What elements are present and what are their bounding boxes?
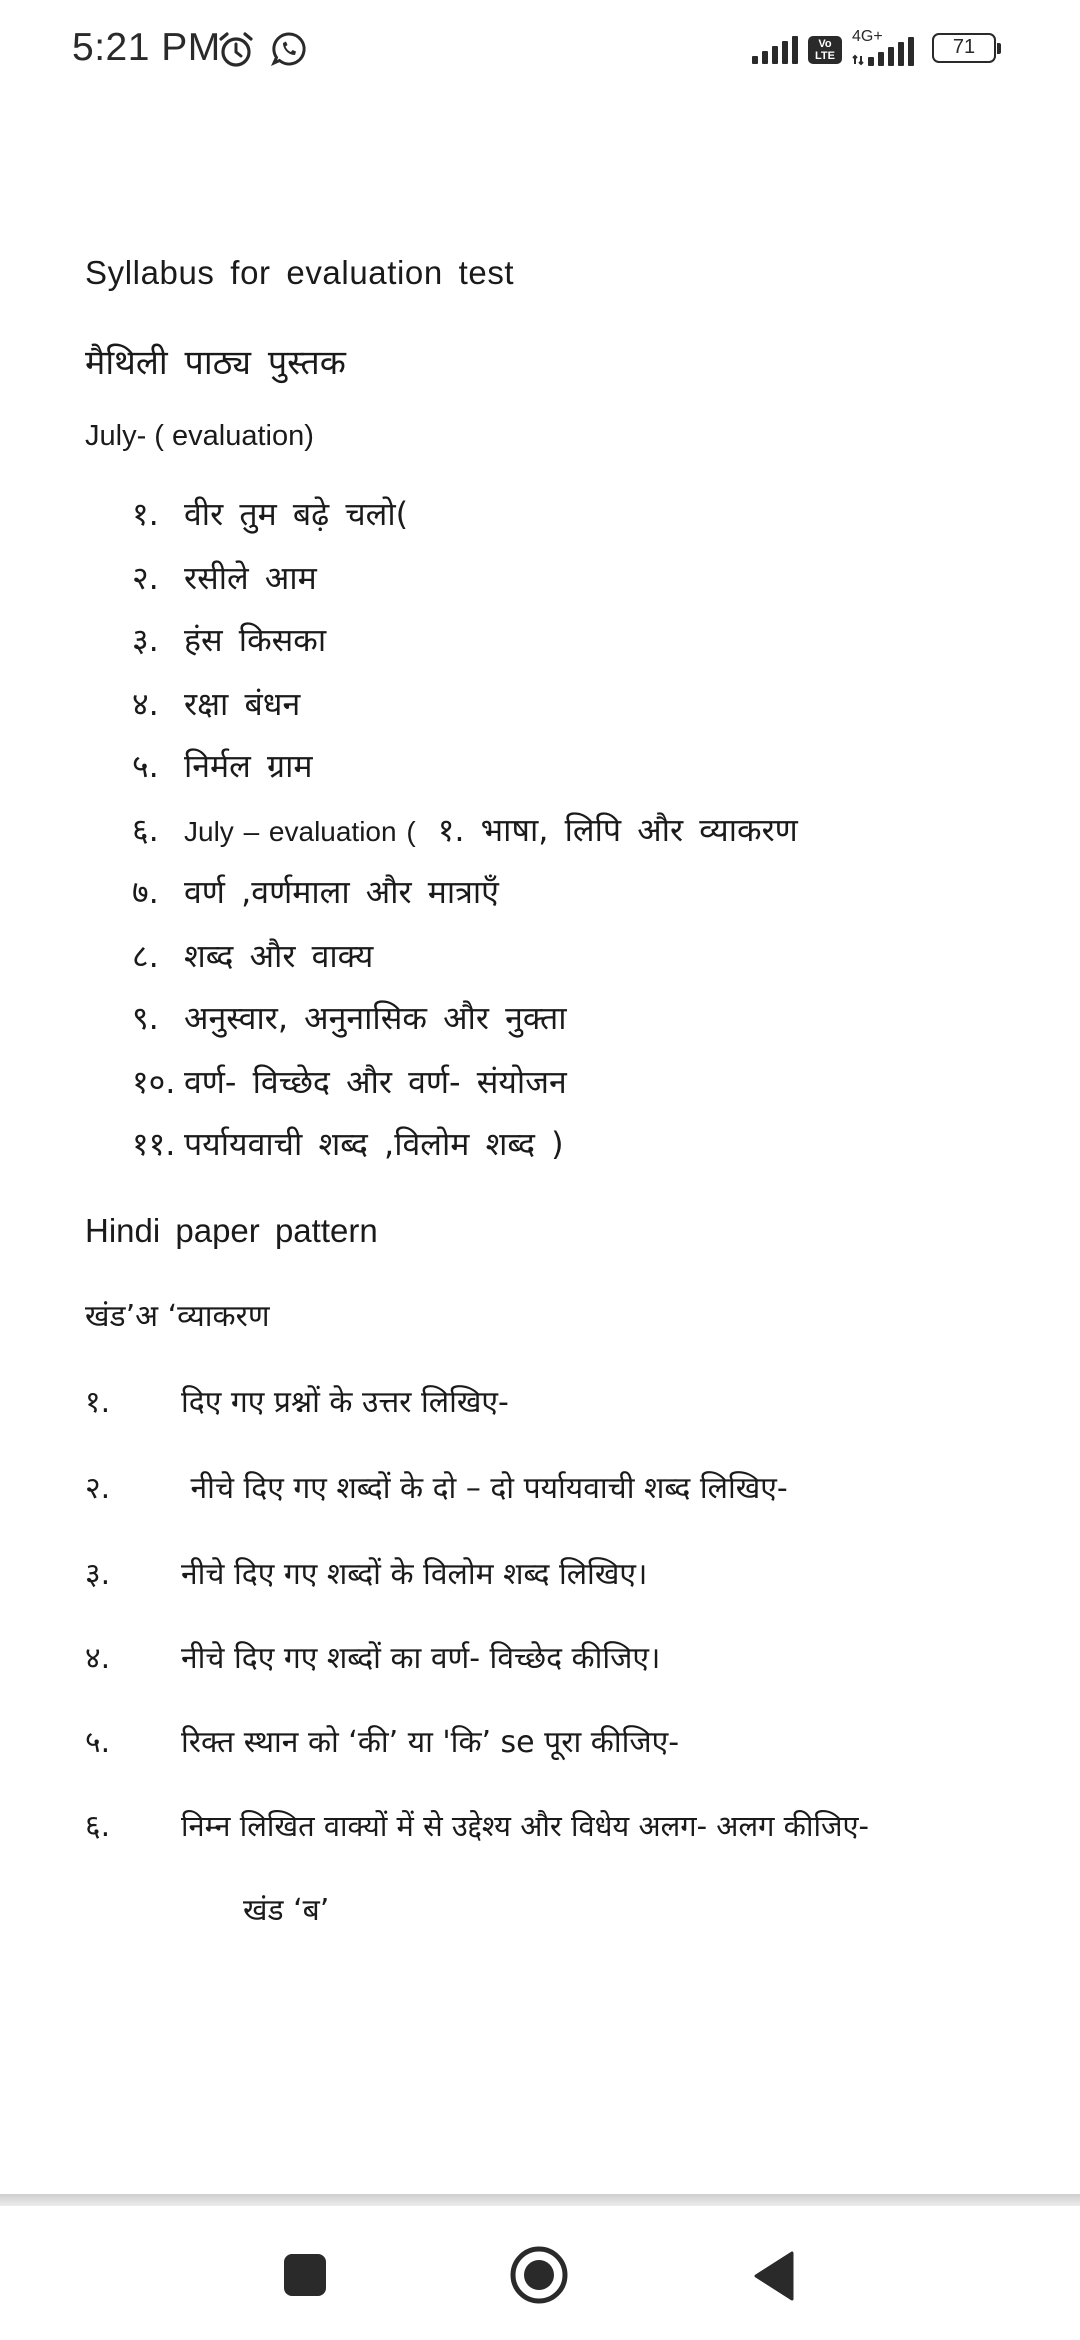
pattern-item <box>85 1466 788 1507</box>
syllabus-item <box>132 682 300 725</box>
item-number: ६. <box>85 1809 111 1844</box>
item-text: नीचे दिए गए शब्दों के विलोम शब्द लिखिए। <box>181 1557 648 1592</box>
status-bar <box>0 0 1080 96</box>
pattern-item <box>85 1636 660 1677</box>
network-type: 4G+ <box>852 28 883 45</box>
pattern-item <box>85 1380 509 1421</box>
item-text: वर्ण- विच्छेद और वर्ण- संयोजन <box>184 1063 567 1101</box>
back-button[interactable] <box>752 2250 796 2302</box>
item-number: १. <box>85 1385 111 1420</box>
book-title: मैथिली पाठ्य पुस्तक <box>85 343 346 383</box>
battery-icon <box>932 33 996 63</box>
item-number: ८. <box>132 937 159 975</box>
july-heading: July- ( evaluation) <box>85 420 314 452</box>
status-time: 5:21 PM <box>72 26 221 69</box>
syllabus-item <box>132 618 326 661</box>
syllabus-item <box>132 996 567 1039</box>
syllabus-item <box>132 808 798 851</box>
syllabus-item <box>132 934 373 977</box>
syllabus-item <box>132 870 499 913</box>
item-text: नीचे दिए गए शब्दों का वर्ण- विच्छेद कीजिए। <box>181 1641 661 1676</box>
battery-level: 71 <box>952 36 976 58</box>
item-number: ६. <box>132 811 159 849</box>
item-text: दिए गए प्रश्नों के उत्तर लिखिए- <box>181 1385 509 1420</box>
item-number: ५. <box>132 747 159 785</box>
paper-pattern-heading: Hindi paper pattern <box>85 1212 378 1249</box>
item-number: २. <box>132 559 159 597</box>
item-number: ११. <box>132 1125 176 1163</box>
pattern-item <box>85 1720 679 1761</box>
document-title: Syllabus for evaluation test <box>85 254 515 291</box>
battery-tip <box>997 43 1001 54</box>
back-triangle-icon <box>756 2253 792 2299</box>
section-a-heading: खंड’अ ‘व्याकरण <box>85 1299 270 1334</box>
syllabus-item <box>132 492 408 535</box>
item-number: ३. <box>132 621 159 659</box>
volte-label: Vo <box>818 38 832 50</box>
item-text: अनुस्वार, अनुनासिक और नुक्ता <box>184 999 567 1037</box>
item-number: ७. <box>132 873 159 911</box>
pattern-item <box>85 1804 869 1845</box>
item-text: पर्यायवाची शब्द ,विलोम शब्द ) <box>184 1125 564 1163</box>
item-text: वर्ण ,वर्णमाला और मात्राएँ <box>184 873 499 911</box>
item-text: रिक्त स्थान को ‘की’ या 'कि’ se पूरा कीजिए- <box>181 1725 680 1760</box>
item-text: वीर तुम बढ़े चलो( <box>184 495 409 533</box>
item-number: ४. <box>85 1641 111 1676</box>
item-number: ५. <box>85 1725 111 1760</box>
volte-badge <box>808 36 842 64</box>
item-number: २. <box>85 1471 111 1506</box>
signal-icon <box>752 36 800 64</box>
section-b-heading: खंड ‘ब’ <box>243 1893 330 1928</box>
item-number: १. <box>132 495 159 533</box>
square-icon <box>284 2254 326 2296</box>
item-number: ९. <box>132 999 159 1037</box>
recents-button[interactable] <box>282 2252 328 2298</box>
syllabus-item <box>132 1060 567 1103</box>
syllabus-item <box>132 556 317 599</box>
alarm-icon <box>216 30 256 70</box>
item-text: रक्षा बंधन <box>184 685 301 723</box>
syllabus-item <box>132 1122 564 1165</box>
pattern-item <box>85 1552 647 1593</box>
home-dot-icon <box>524 2260 554 2290</box>
item-number: ४. <box>132 685 159 723</box>
home-button[interactable] <box>508 2244 570 2306</box>
navigation-bar <box>0 2206 1080 2340</box>
nav-divider <box>0 2194 1080 2206</box>
item-text: निम्न लिखित वाक्यों में से उद्देश्य और विधेय अलग- अलग कीजिए- <box>181 1809 869 1843</box>
item-text: नीचे दिए गए शब्दों के दो – दो पर्यायवाची शब्द लिखिए- <box>181 1471 788 1506</box>
item-text-en: July – evaluation ( <box>184 816 416 847</box>
signal-icon <box>852 36 922 66</box>
lte-label: LTE <box>815 50 835 62</box>
item-text: शब्द और वाक्य <box>184 937 374 975</box>
item-text: रसीले आम <box>184 559 317 597</box>
item-text: निर्मल ग्राम <box>184 747 313 785</box>
item-number: ३. <box>85 1557 111 1592</box>
item-text: १. भाषा, लिपि और व्याकरण <box>437 811 798 849</box>
item-text: हंस किसका <box>184 621 327 659</box>
item-number: १०. <box>132 1063 176 1101</box>
whatsapp-icon <box>270 30 308 68</box>
syllabus-item <box>132 744 313 787</box>
